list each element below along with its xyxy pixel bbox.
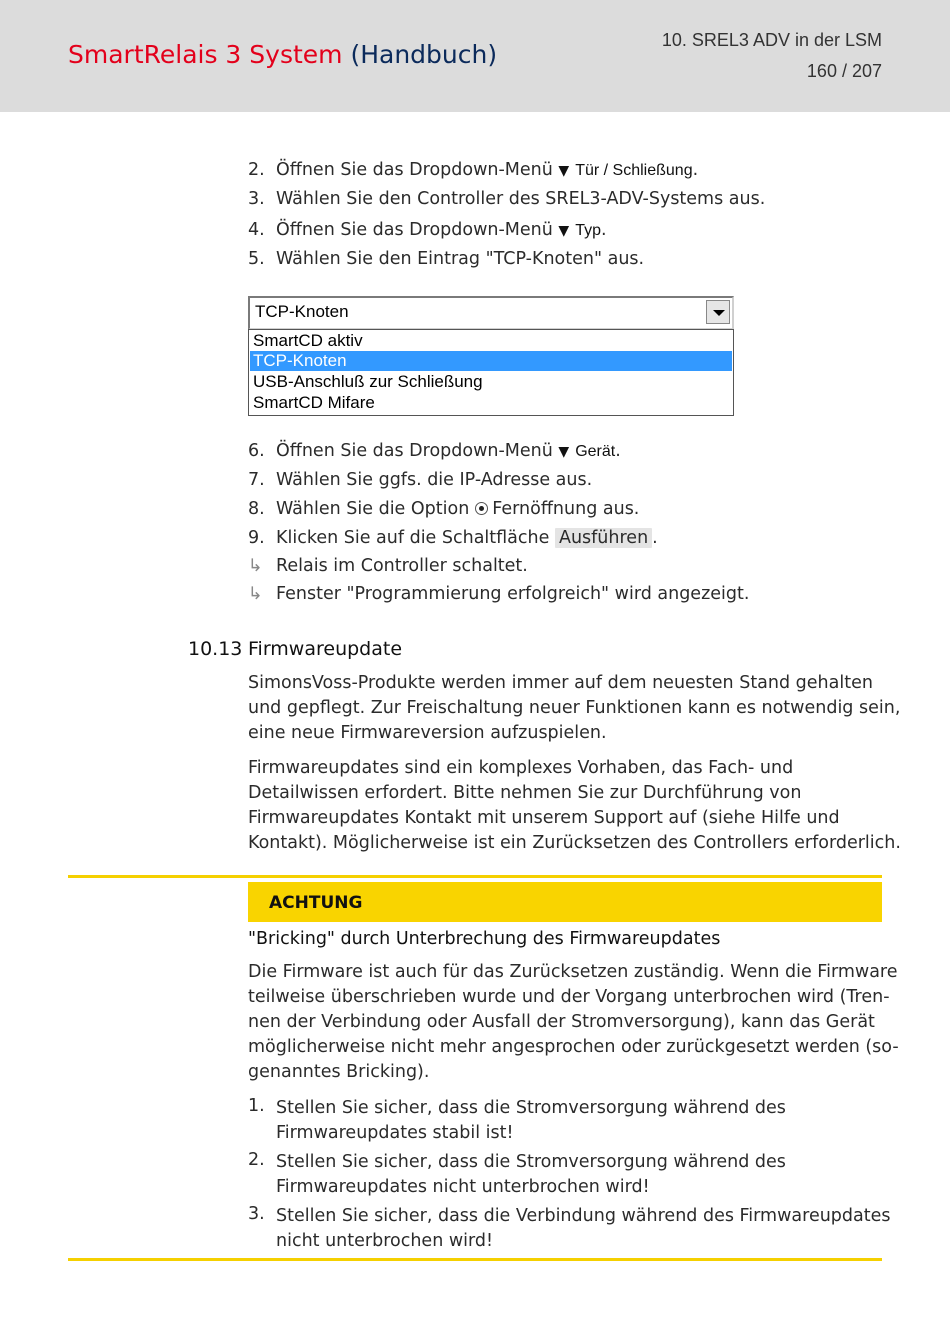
step-text: Wählen Sie ggfs. die IP-Adresse aus. <box>276 470 593 490</box>
result-text: Fenster "Programmierung erfolgreich" wird angezeigt. <box>276 584 750 604</box>
document-title-product: SmartRelais 3 System <box>68 40 343 69</box>
dropdown-option-selected[interactable]: TCP-Knoten <box>250 351 732 371</box>
step-number: 6. <box>248 441 265 461</box>
step-number: 5. <box>248 249 265 269</box>
dropdown-option[interactable]: SmartCD Mifare <box>253 393 375 412</box>
step-text: Wählen Sie die Option <box>276 499 470 519</box>
section-paragraph: Firmwareupdates sind ein komplexes Vorhaben, das Fach- und Detailwissen erfordert. Bitte nehmen Sie zur Durchführung von Firmwareupdates Kontakt mit unserem Support auf (siehe Hilfe und Kontakt). Möglicherweise ist ein Zurücksetzen des Controllers erforderlich. <box>248 758 901 853</box>
step-number: 7. <box>248 470 265 490</box>
type-dropdown-screenshot <box>248 296 734 416</box>
ui-label: Gerät <box>575 443 616 460</box>
step-number: 3. <box>248 1204 265 1224</box>
step-text: Firmwareupdates stabil ist! <box>276 1123 514 1143</box>
step-number: 2. <box>248 160 265 180</box>
result-arrow-icon: ↳ <box>248 584 263 604</box>
step-number: 9. <box>248 528 265 548</box>
chapter-title: 10. SREL3 ADV in der LSM <box>661 30 882 50</box>
ui-label: Typ <box>575 222 601 239</box>
notice-bottom-rule <box>68 1258 882 1261</box>
notice-banner <box>248 882 882 922</box>
dropdown-list <box>248 329 734 416</box>
step-text: Wählen Sie den Controller des SREL3-ADV-Systems aus. <box>276 189 766 209</box>
dropdown-triangle-icon: ▼ <box>558 223 570 239</box>
section-title: Firmwareupdate <box>248 638 403 660</box>
notice-label: ACHTUNG <box>269 893 363 913</box>
notice-top-rule <box>68 875 882 878</box>
section-paragraph: SimonsVoss-Produkte werden immer auf dem neuesten Stand gehalten und gepflegt. Zur Freischaltung neuer Funktionen kann es notwendig sein, eine neue Firmwareversion aufzuspielen. <box>248 673 901 743</box>
step-number: 3. <box>248 189 265 209</box>
step-text: Öffnen Sie das Dropdown-Menü <box>276 160 553 180</box>
result-arrow-icon: ↳ <box>248 556 263 576</box>
ui-label: Tür / Schließung <box>575 162 693 179</box>
page-header <box>0 0 950 112</box>
step-text: Stellen Sie sicher, dass die Verbindung während des Firmwareupdates <box>276 1206 891 1226</box>
execute-button-label: Ausführen <box>555 528 652 548</box>
notice-paragraph: Die Firmware ist auch für das Zurücksetzen zuständig. Wenn die Firmware teilweise überschrieben wurde und der Vorgang unterbrochen wird (Tren- nen der Verbindung oder Ausfall der Stromversorgung), kann das Gerät möglicherweise nicht mehr angesprochen oder zurückgesetzt werden (so- genanntes Bricking). <box>248 962 899 1082</box>
page-number: 160 / 207 <box>806 61 882 81</box>
step-text: nicht unterbrochen wird! <box>276 1231 494 1251</box>
step-text: Stellen Sie sicher, dass die Stromversorgung während des <box>276 1152 786 1172</box>
notice-heading: "Bricking" durch Unterbrechung des Firmwareupdates <box>248 929 721 949</box>
step-text: Klicken Sie auf die Schaltfläche <box>276 528 550 548</box>
dropdown-option[interactable]: USB-Anschluß zur Schließung <box>253 372 483 391</box>
chevron-down-icon[interactable] <box>706 300 730 324</box>
radio-button-icon <box>475 502 488 515</box>
dropdown-triangle-icon: ▼ <box>558 163 570 179</box>
step-text: Öffnen Sie das Dropdown-Menü <box>276 220 553 240</box>
option-label: Fernöffnung <box>492 499 598 519</box>
dropdown-triangle-icon: ▼ <box>558 444 570 460</box>
step-number: 8. <box>248 499 265 519</box>
step-text: Stellen Sie sicher, dass die Stromversorgung während des <box>276 1098 786 1118</box>
step-text: Wählen Sie den Eintrag "TCP-Knoten" aus. <box>276 249 645 269</box>
step-text: Firmwareupdates nicht unterbrochen wird! <box>276 1177 650 1197</box>
dropdown-option[interactable]: SmartCD aktiv <box>253 331 363 350</box>
step-number: 2. <box>248 1150 265 1170</box>
result-text: Relais im Controller schaltet. <box>276 556 528 576</box>
type-dropdown[interactable] <box>248 296 734 330</box>
step-number: 4. <box>248 220 265 240</box>
document-title <box>68 40 497 69</box>
step-text: Öffnen Sie das Dropdown-Menü <box>276 441 553 461</box>
document-title-type: (Handbuch) <box>350 40 498 69</box>
dropdown-selected-value: TCP-Knoten <box>255 302 349 321</box>
step-number: 1. <box>248 1096 265 1116</box>
section-number: 10.13 <box>188 638 243 660</box>
